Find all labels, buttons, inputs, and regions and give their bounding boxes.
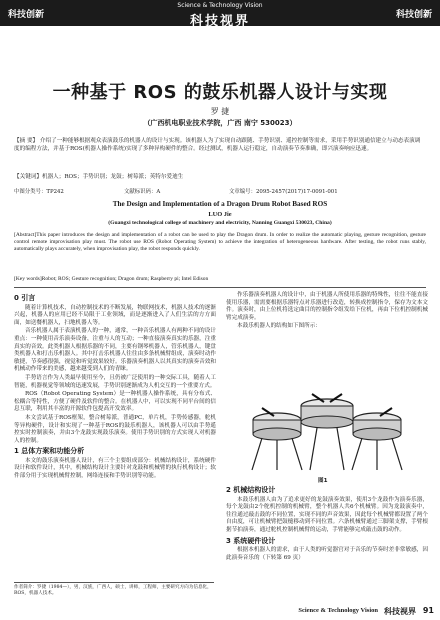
section-heading-1: 1 总体方案和功能分析: [14, 447, 85, 456]
paragraph: ROS（Robot Operating System）是一种机器人操作系统，具有分布式、松耦合等特性，方便了硬件及软件的整合。在机器人中，可以实现不同平台间的信息互联，利用其丰富的开源软件包提高开发效率。: [14, 391, 216, 413]
keywords-cn: 【关键词】机器人；ROS；手势识别；龙鼓；树莓派；英特尔爱迪生: [14, 174, 184, 180]
english-affiliation: (Guangxi technological college of machinery and electricity, Nanning Guangxi 530023, China): [108, 220, 332, 226]
footer-journal-cn: 科技视界: [384, 606, 416, 616]
drum-robot-figure: [232, 386, 422, 472]
page-number: 91: [422, 606, 434, 615]
section-tag-right: 科技创新: [395, 10, 432, 20]
paragraph: 本文的鼓乐演奏机器人设计，有三个主要组成部分：机械结构设计，系统硬件设计和软件设计，其中，机械结构设计主要针对龙鼓和机械臂的执行机构设计；软件部分用于实现机械臂控制，网络连接和手势识别等功能。: [14, 457, 216, 480]
article-number: 文章编号：2095-2457(2017)17-0091-001: [229, 189, 338, 195]
author-name: 罗 捷: [210, 107, 230, 116]
abstract-cn: 【摘 要】 介绍了一种能够根据观众表演鼓乐的机器人的设计与实现。该机器人为了实现自动跟随、手势识别、遥控控制等需求，采用手势识别通信建立与动态表演调度的编程方法，并基于ROS(机器人操作系统)实现了多种异构硬件的整合。经过测试，机器人运行稳定，自动演奏节奏准确，即兴演奏响应迅速。: [14, 138, 421, 152]
paper-title: 一种基于 ROS 的鼓乐机器人设计与实现: [52, 82, 388, 103]
header-bar: [0, 0, 440, 29]
left-column: [14, 292, 216, 482]
journal-masthead: [150, 2, 290, 29]
paragraph: 根据本机器人的需求，由于人类的听觉器官对于音乐的节奏时差非常敏感，因此演奏音乐的（下转第 69 页）: [226, 547, 428, 561]
english-title: The Design and Implementation of a Dragon Drum Robot Based ROS: [112, 200, 328, 208]
section-heading-3: 3 系统硬件设计: [226, 536, 276, 545]
author-footnote: 作者简介：罗捷（1984—），男，汉族，广西人，硕士，讲师，工程师，主要研究方向为信息化，ROS，机器人技术。: [14, 582, 214, 597]
paragraph: 音乐机器人属于表演机器人的一种，通常，一种音乐机器人有两种不同的设计重点：一种使用音乐演奏设备，注重与人的互动；一种直接演奏真实的乐器，注重真实的音效。此类机器人根据乐器的不同，主要有钢琴机器人，管乐机器人，键盘类机器人和打击乐机器人。其中打击乐机器人往往由多条机械臂组成，演奏时动作敏捷，节奏感很强，视觉和听觉效果较好。乐器演奏机器人以其真实的演奏音效和机械动作带来的美感，越来越受到人们的青睐。: [14, 328, 216, 373]
clc-number: 中图分类号：TP242: [14, 189, 64, 195]
paragraph: 本文尝试基于ROS框架，整合树莓派，普通PC，单片机，手势传感器，舵机等异构硬件，设计和实现了一种基于ROS的鼓乐机器人，该机器人可以由手势遥控实时控制演奏，并由3个龙鼓实现鼓乐演奏。使用手势识别的方式实现人对机器人的控制。: [14, 414, 216, 444]
divider: [14, 287, 426, 288]
paragraph: 本鼓乐机器人的结构如下图所示：: [237, 323, 321, 330]
document-code: 文献标识码：A: [124, 189, 161, 195]
section-heading-intro: 0 引言: [14, 294, 36, 302]
section-heading-2: 2 机械结构设计: [226, 486, 276, 494]
author-affiliation: （广西机电职业技术学院，广西 南宁 530023）: [143, 119, 297, 127]
footer-journal-en: Science & Technology Vision: [298, 607, 378, 614]
journal-name-cn: 科技视界: [189, 14, 250, 29]
english-keywords: [Key words]Robot; ROS; Gesture recognition; Dragon drum; Raspberry pi; Intel Edison: [14, 276, 209, 282]
figure-caption: 图1: [318, 478, 328, 484]
paragraph: 手势语言作为人类最早使用至今，且仍被广泛使用的一种交际工具，随着人工智能，机器视觉等领域的迅速发展，手势识别逐渐成为人机交互的一个重要方式。: [14, 374, 216, 389]
right-column-bottom: [226, 484, 428, 563]
paragraph: 本鼓乐机器人由为了追求更好的龙鼓演奏效果，使用3个龙鼓作为演奏乐器，每个龙鼓由2个舵机控制的机械臂，整个机器人共6个机械臂。因为龙鼓演奏中，往往通过敲击鼓的不同位置，实现不同的声音效果，因此每个机械臂都设置了两个自由度，可让机械臂把鼓槌移动到不同位置。六条机械臂通过三脚架支撑，手臂根据节拍演奏，通过舵机控制机械臂的运动，手臂能够完成敲击鼓的动作。: [226, 496, 428, 533]
right-column-top: [226, 292, 428, 332]
english-author: LUO Jie: [208, 211, 232, 218]
paragraph: 作乐器演奏机器人的设计中，由于机器人所使用乐器的特殊性，往往不能直接使用乐器，需需要根据乐器特点对乐器进行改造，转换成控制指令，保存为文本文件。演奏时，由上位机将选定曲目的控制指令组发给下位机，再由下位机控制机械臂完成演奏。: [226, 292, 428, 321]
section-tag-left: 科技创新: [8, 10, 45, 20]
journal-name-en: Science & Technology Vision: [177, 2, 263, 9]
page-footer: [0, 602, 440, 620]
paragraph: 随着计算机技术，自动控制技术的不断发展，物联网技术，机器人技术的逐渐兴起，机器人的应用已经不局限于工业领域，而是逐渐进入了人们生活的方方面面，如送餐机器人，扫地机器人等。: [14, 304, 216, 326]
english-abstract: [Abstract]This paper introduces the design and implementation of a robot can be used to play the Dragon drum. In order to realize the automatic playing, gesture recognition, gesture control remote improvisation play must. The robot use ROS (Robot Operating System) to achieve the integration of heterogeneous hardware. After testing, the robot runs stably, automatically plays accurately, when improvisation play, the robot responds quickly.: [14, 232, 426, 252]
